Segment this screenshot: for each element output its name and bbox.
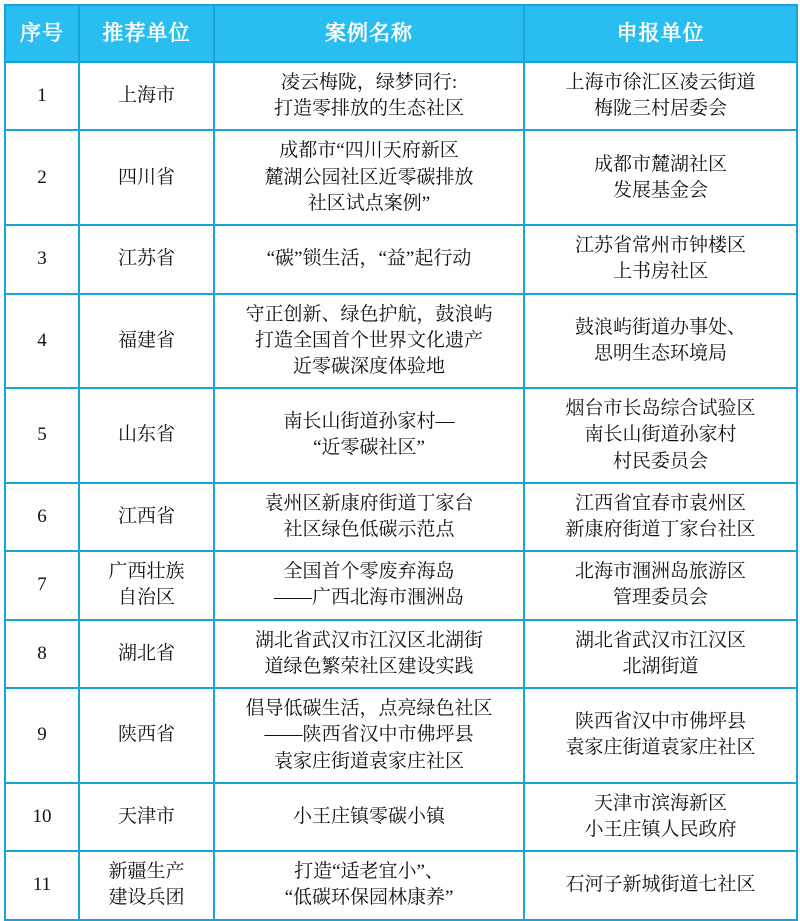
applicant-unit-line: 湖北省武汉市江汉区 [574, 629, 746, 651]
table-row [5, 294, 797, 389]
recommender-unit-line: 建设兵团 [108, 887, 185, 909]
recommender-unit [79, 851, 214, 919]
recommender-unit [79, 388, 214, 483]
applicant-unit-line: 鼓浪屿街道办事处、 [574, 316, 746, 338]
applicant-unit-line: 新康府街道丁家台社区 [565, 519, 756, 541]
row-number: 1 [5, 62, 79, 130]
case-name [214, 851, 524, 919]
case-name [214, 483, 524, 551]
table-row [5, 225, 797, 293]
row-number: 5 [5, 388, 79, 483]
case-name-line: 倡导低碳生活，点亮绿色社区 [245, 698, 493, 720]
case-name [214, 783, 524, 851]
case-name-line: “低碳环保园林康养” [284, 887, 454, 909]
row-number: 11 [5, 851, 79, 919]
case-name [214, 551, 524, 619]
case-name [214, 620, 524, 688]
case-name-line: 凌云梅陇，绿梦同行: [280, 71, 458, 93]
column-header-case-name: 案例名称 [214, 5, 524, 62]
applicant-unit-line: 南长山街道孙家村 [584, 424, 737, 446]
case-name-line: “近零碳社区” [313, 437, 425, 459]
case-name-line: 打造全国首个世界文化遗产 [254, 329, 483, 351]
recommender-unit-line: 天津市 [117, 805, 175, 827]
recommender-unit [79, 130, 214, 225]
applicant-unit-line: 村民委员会 [612, 450, 708, 472]
case-name-line: ——广西北海市涠洲岛 [273, 587, 464, 609]
recommender-unit-line: 山东省 [117, 424, 175, 446]
case-name-line: 麓湖公园社区近零碳排放 [264, 166, 474, 188]
recommender-unit [79, 294, 214, 389]
row-number: 10 [5, 783, 79, 851]
applicant-unit-line: 上书房社区 [612, 261, 708, 283]
table-body [5, 62, 797, 920]
applicant-unit-line: 小王庄镇人民政府 [584, 819, 737, 840]
case-name-line: 小王庄镇零碳小镇 [292, 805, 445, 827]
applicant-unit [524, 783, 797, 851]
applicant-unit-line: 北湖街道 [622, 655, 699, 677]
applicant-unit-line: 梅陇三村居委会 [593, 98, 727, 120]
applicant-unit-line: 陕西省汉中市佛坪县 [574, 711, 746, 733]
column-header-recommender: 推荐单位 [79, 5, 214, 62]
applicant-unit-line: 成都市麓湖社区 [593, 153, 727, 175]
column-header-applicant: 申报单位 [524, 5, 797, 62]
column-header-no: 序号 [5, 5, 79, 62]
applicant-unit-line: 天津市滨海新区 [593, 792, 727, 814]
case-name-line: 袁家庄街道袁家庄社区 [273, 750, 464, 772]
table-row [5, 388, 797, 483]
applicant-unit [524, 62, 797, 130]
recommender-unit-line: 上海市 [117, 85, 175, 107]
recommender-unit [79, 783, 214, 851]
recommender-unit [79, 225, 214, 293]
table-row [5, 851, 797, 919]
case-name [214, 130, 524, 225]
case-name-line: 袁州区新康府街道丁家台 [264, 492, 474, 514]
case-name [214, 225, 524, 293]
applicant-unit [524, 130, 797, 225]
recommender-unit-line: 新疆生产 [108, 861, 185, 883]
recommender-unit-line: 江苏省 [117, 248, 175, 270]
recommender-unit-line: 湖北省 [117, 642, 175, 664]
applicant-unit-line: 烟台市长岛综合试验区 [565, 398, 756, 420]
applicant-unit [524, 225, 797, 293]
recommender-unit-line: 广西壮族 [108, 561, 185, 583]
table-header-row [5, 5, 797, 62]
case-name-line: 成都市“四川天府新区 [279, 140, 459, 162]
case-name-line: 道绿色繁荣社区建设实践 [264, 655, 474, 677]
applicant-unit [524, 294, 797, 389]
row-number: 3 [5, 225, 79, 293]
row-number: 8 [5, 620, 79, 688]
table-row [5, 130, 797, 225]
applicant-unit-line: 北海市涠洲岛旅游区 [574, 561, 746, 583]
case-name-line: 打造零排放的生态社区 [273, 98, 464, 120]
case-name-line: 打造“适老宜小”、 [294, 861, 444, 883]
applicant-unit [524, 620, 797, 688]
case-name-line: 湖北省武汉市江汉区北湖街 [254, 629, 483, 651]
recommender-unit [79, 688, 214, 783]
case-name-line: 南长山街道孙家村— [283, 411, 455, 433]
recommender-unit-line: 四川省 [117, 166, 175, 188]
recommender-unit-line: 福建省 [117, 329, 175, 351]
applicant-unit [524, 388, 797, 483]
case-name [214, 388, 524, 483]
case-name-line: 守正创新、绿色护航，鼓浪屿 [245, 303, 493, 325]
recommender-unit-line: 陕西省 [117, 724, 175, 746]
recommender-unit [79, 620, 214, 688]
applicant-unit-line: 袁家庄街道袁家庄社区 [565, 737, 756, 759]
table-header [5, 5, 797, 62]
table-row [5, 783, 797, 851]
applicant-unit-line: 江苏省常州市钟楼区 [574, 235, 746, 257]
row-number: 2 [5, 130, 79, 225]
applicant-unit-line: 管理委员会 [612, 587, 708, 609]
table-row [5, 62, 797, 130]
case-name-line: “碳”锁生活，“益”起行动 [266, 248, 472, 270]
applicant-unit-line: 上海市徐汇区凌云街道 [565, 71, 756, 93]
case-name-line: 全国首个零废弃海岛 [283, 561, 455, 583]
row-number: 7 [5, 551, 79, 619]
case-name-line: 近零碳深度体验地 [292, 355, 445, 377]
applicant-unit [524, 851, 797, 919]
row-number: 4 [5, 294, 79, 389]
recommender-unit [79, 483, 214, 551]
applicant-unit-line: 石河子新城街道七社区 [565, 874, 756, 896]
case-name [214, 62, 524, 130]
table-row [5, 483, 797, 551]
applicant-unit [524, 551, 797, 619]
case-name [214, 688, 524, 783]
applicant-unit [524, 483, 797, 551]
case-name-line: ——陕西省汉中市佛坪县 [264, 724, 474, 746]
row-number: 9 [5, 688, 79, 783]
case-name [214, 294, 524, 389]
case-name-line: 社区试点案例” [307, 192, 431, 214]
recommender-unit-line: 自治区 [117, 587, 175, 609]
case-list-table [4, 4, 798, 921]
case-name-line: 社区绿色低碳示范点 [283, 519, 455, 541]
applicant-unit-line: 江西省宜春市袁州区 [574, 492, 746, 514]
applicant-unit-line: 思明生态环境局 [593, 342, 727, 364]
table-row [5, 688, 797, 783]
recommender-unit [79, 62, 214, 130]
applicant-unit-line: 发展基金会 [612, 179, 708, 201]
table-row [5, 551, 797, 619]
table-row [5, 620, 797, 688]
recommender-unit-line: 江西省 [117, 505, 175, 527]
row-number: 6 [5, 483, 79, 551]
applicant-unit [524, 688, 797, 783]
recommender-unit [79, 551, 214, 619]
